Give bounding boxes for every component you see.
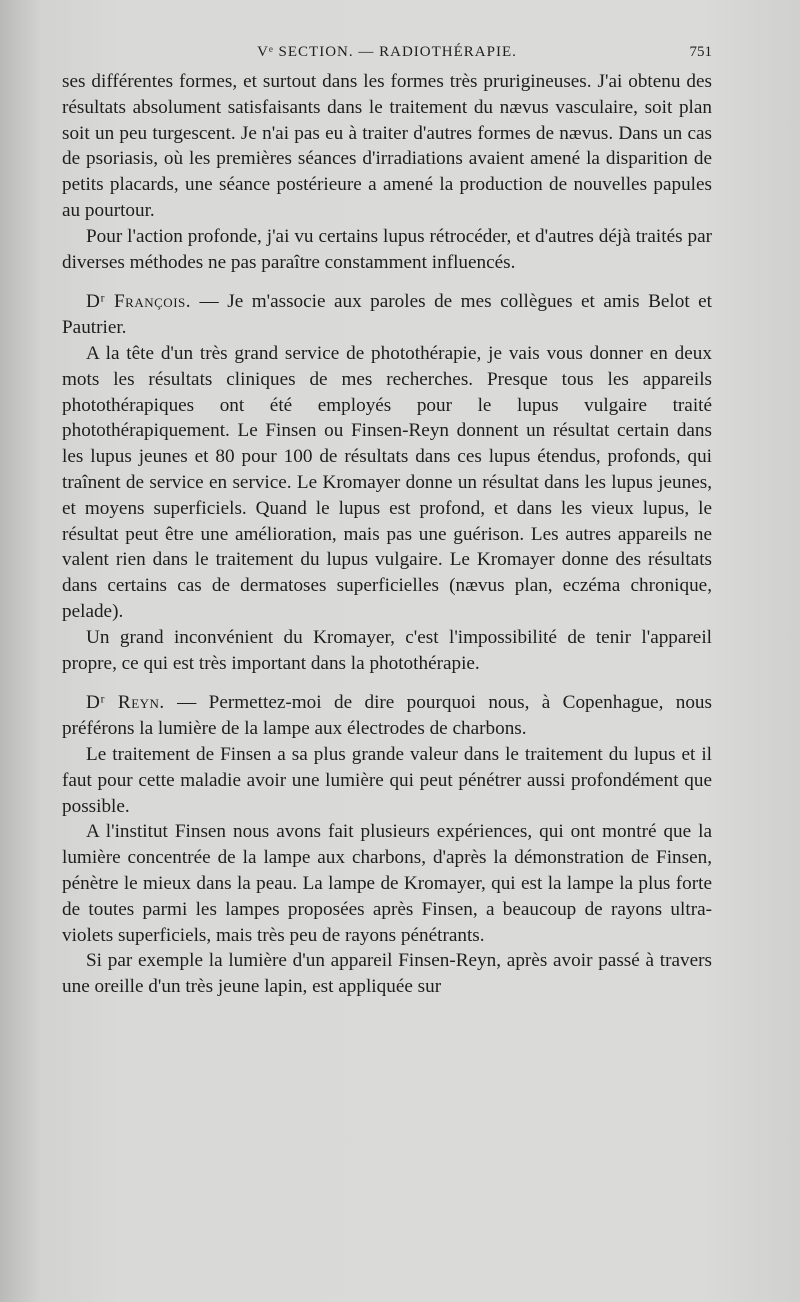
paragraph-9: Si par exemple la lumière d'un appareil Finsen-Reyn, après avoir passé à travers une oreille d'un très jeune lapin, est appliquée sur xyxy=(62,950,712,998)
paragraph-8: A l'institut Finsen nous avons fait plusieurs expériences, qui ont montré que la lumière concentrée de la lampe aux charbons, d'après la démonstration de Finsen, pénètre le mieux dans la peau. La lampe de Kromayer, qui est la lampe la plus forte de toutes parmi les lampes proposées après Finsen, a beaucoup de rayons ultra-violets superficiels, mais très peu de rayons pénétrants. xyxy=(62,821,712,946)
running-title: Vᵉ SECTION. — RADIOTHÉRAPIE. xyxy=(257,44,517,60)
paragraph-6: Dʳ Reyn. — Permettez-moi de dire pourquoi nous, à Copenhague, nous préférons la lumière de la lampe aux électrodes de charbons. xyxy=(62,692,712,740)
paragraph-2: Pour l'action profonde, j'ai vu certains lupus rétrocéder, et d'autres déjà traités par diverses méthodes ne pas paraître constamment influencés. xyxy=(62,225,712,273)
body-text xyxy=(62,69,712,1000)
page-number: 751 xyxy=(689,44,712,60)
paragraph-3: Dʳ François. — Je m'associe aux paroles de mes collègues et amis Belot et Pautrier. xyxy=(62,291,712,339)
paragraph-7: Le traitement de Finsen a sa plus grande valeur dans le traitement du lupus et il faut pour cette maladie avoir une lumière qui peut pénétrer aussi profondément que possible. xyxy=(62,743,712,817)
speaker-reyn: Dʳ Reyn. xyxy=(86,692,165,714)
page-header xyxy=(62,44,712,64)
paragraph-4: A la tête d'un très grand service de photothérapie, je vais vous donner en deux mots les résultats cliniques de mes recherches. Presque tous les appareils photothérapiques ont été employés pour le lupus vulgaire traité photothérapiquement. Le Finsen ou Finsen-Reyn donnent un résultat certain dans les lupus jeunes et 80 pour 100 de résultats dans ces lupus étendus, profonds, qui traînent de service en service. Le Kromayer donne un résultat dans les lupus jeunes, et moyens superficiels. Quand le lupus est profond, et dans les vieux lupus, le résultat peut être une amélioration, mais pas une guérison. Les autres appareils ne valent rien dans le traitement du lupus vulgaire. Le Kromayer donne des résultats dans certains cas de dermatoses superficielles (nævus plan, eczéma chronique, pelade). xyxy=(62,342,712,622)
speaker-francois: Dʳ François. xyxy=(86,291,192,313)
paragraph-1: ses différentes formes, et surtout dans les formes très prurigineuses. J'ai obtenu des résultats absolument satisfaisants dans le traitement du nævus vasculaire, soit plan soit un peu turgescent. Je n'ai pas eu à traiter d'autres formes de nævus. Dans un cas de psoriasis, où les premières séances d'irradiations avaient amené la disparition de petits placards, une séance postérieure a amené la production de nouvelles papules au pourtour. xyxy=(62,71,712,221)
paragraph-5: Un grand inconvénient du Kromayer, c'est l'impossibilité de tenir l'appareil propre, ce qui est très important dans la photothérapie. xyxy=(62,626,712,674)
